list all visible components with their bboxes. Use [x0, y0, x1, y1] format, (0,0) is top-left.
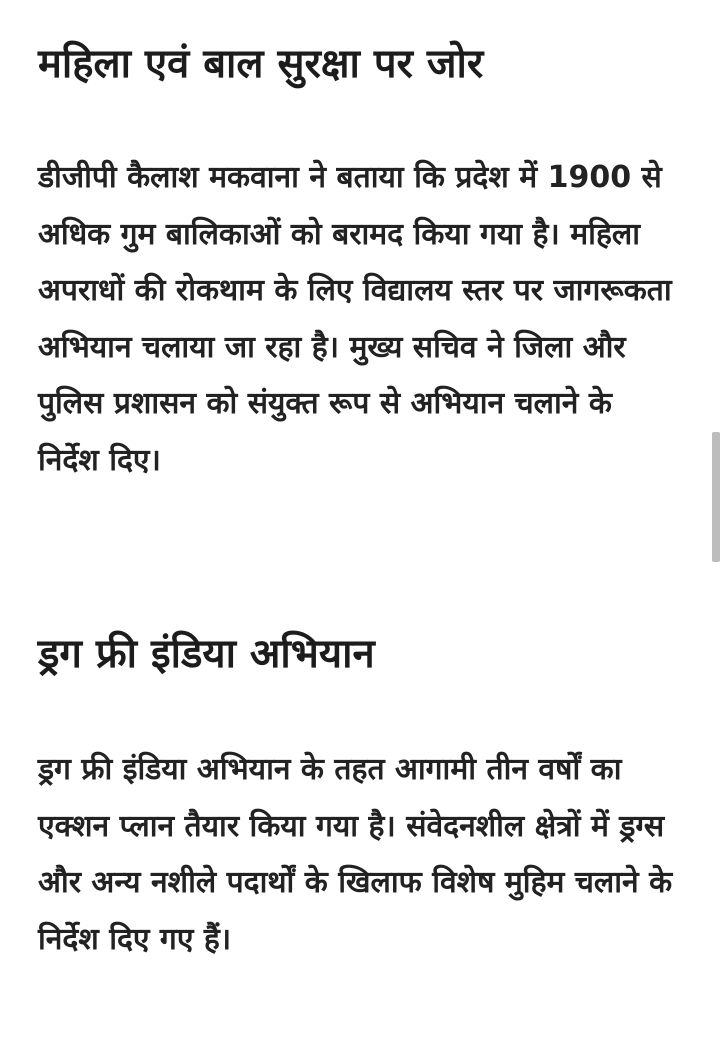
section-paragraph-drug-free-india: ड्रग फ्री इंडिया अभियान के तहत आगामी तीन वर्षों का एक्शन प्लान तैयार किया गया है। संवेदनशील क्षेत्रों में ड्रग्स और अन्य नशीले पदार्थों के खिलाफ विशेष मुहिम चलाने के निर्देश दिए गए हैं।	[38, 752, 673, 957]
section-paragraph-women-child-safety: डीजीपी कैलाश मकवाना ने बताया कि प्रदेश में 1900 से अधिक गुम बालिकाओं को बरामद किया गया है। महिला अपराधों की रोकथाम के लिए विद्यालय स्तर पर जागरूकता अभियान चलाया जा रहा है। मुख्य सचिव ने जिला और पुलिस प्रशासन को संयुक्त रूप से अभियान चलाने के निर्देश दिए।	[38, 160, 672, 478]
scrollbar[interactable]	[710, 0, 720, 1064]
scrollbar-thumb[interactable]	[712, 432, 720, 562]
section-heading-women-child-safety: महिला एवं बाल सुरक्षा पर जोर	[38, 41, 484, 87]
section-heading-drug-free-india: ड्रग फ्री इंडिया अभियान	[38, 631, 375, 677]
